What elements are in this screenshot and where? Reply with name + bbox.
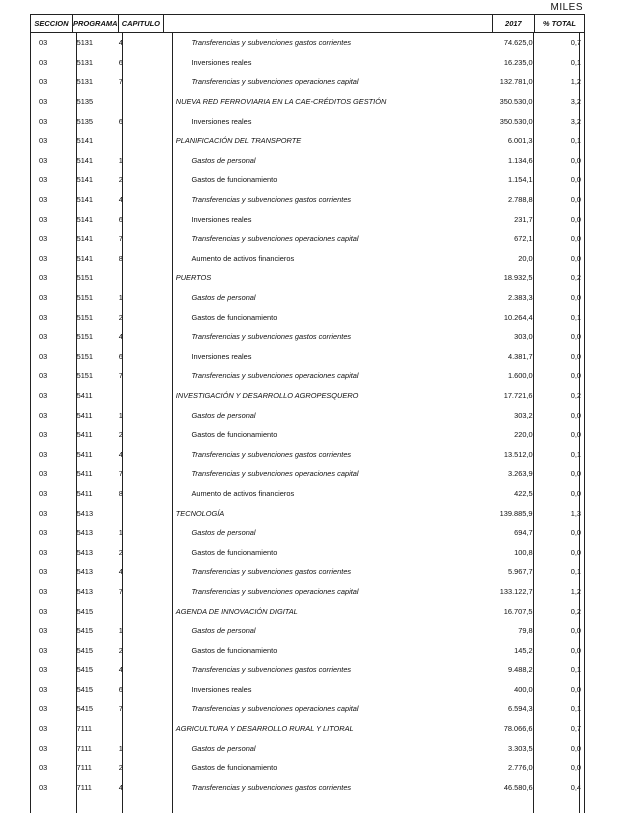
cell-capitulo: 6 (118, 116, 123, 126)
cell-descripcion: Gastos de personal (191, 528, 256, 538)
cell-pct: 0,0 (570, 684, 582, 694)
header-programa: PROGRAMA (73, 15, 119, 32)
table-row (31, 778, 584, 798)
cell-amount: 1.134,6 (507, 155, 533, 165)
cell-descripcion: Transferencias y subvenciones operaciones capital (191, 77, 359, 87)
table-row (31, 699, 584, 719)
cell-pct: 3,2 (570, 97, 582, 107)
cell-programa: 7111 (76, 724, 93, 734)
cell-programa: 5131 (76, 77, 94, 87)
cell-programa: 5415 (76, 665, 94, 675)
cell-pct: 0,0 (570, 293, 582, 303)
cell-seccion: 03 (39, 782, 48, 792)
cell-amount: 100,8 (514, 547, 533, 557)
cell-amount: 13.512,0 (503, 449, 533, 459)
cell-pct: 0,0 (570, 371, 582, 381)
cell-descripcion: AGENDA DE INNOVACIÓN DIGITAL (175, 606, 298, 616)
cell-seccion: 03 (39, 136, 48, 146)
header-capitulo: CAPITULO (119, 15, 165, 32)
table-row (31, 111, 584, 131)
cell-pct: 0,0 (570, 155, 582, 165)
cell-pct: 0,1 (570, 136, 582, 146)
cell-descripcion: Gastos de personal (191, 626, 256, 636)
cell-programa: 5151 (76, 273, 94, 283)
cell-amount: 303,0 (514, 332, 533, 342)
column-divider (533, 33, 534, 813)
cell-amount: 10.264,4 (503, 312, 533, 322)
table-row (31, 249, 584, 269)
cell-programa: 5151 (76, 332, 94, 342)
header-year: 2017 (493, 15, 535, 32)
table-row (31, 660, 584, 680)
table-row (31, 444, 584, 464)
cell-capitulo: 4 (118, 195, 123, 205)
cell-seccion: 03 (39, 214, 48, 224)
cell-programa: 5141 (76, 214, 94, 224)
table-row (31, 405, 584, 425)
cell-seccion: 03 (39, 763, 48, 773)
cell-capitulo: 4 (118, 665, 123, 675)
cell-seccion: 03 (39, 449, 48, 459)
cell-programa: 5131 (76, 57, 94, 67)
table-row (31, 190, 584, 210)
table-row (31, 484, 584, 504)
cell-pct: 0,0 (570, 351, 582, 361)
cell-descripcion: Transferencias y subvenciones operaciones capital (191, 586, 359, 596)
cell-descripcion: Aumento de activos financieros (191, 488, 295, 498)
cell-descripcion: Transferencias y subvenciones gastos corrientes (191, 38, 352, 48)
cell-programa: 5415 (76, 645, 94, 655)
table-row (31, 347, 584, 367)
cell-descripcion: Gastos de funcionamiento (191, 547, 278, 557)
cell-descripcion: Transferencias y subvenciones gastos corrientes (191, 449, 352, 459)
cell-programa: 5413 (76, 528, 94, 538)
cell-capitulo: 7 (118, 586, 123, 596)
cell-descripcion: Gastos de personal (191, 743, 256, 753)
cell-descripcion: Inversiones reales (191, 116, 252, 126)
cell-pct: 0,0 (570, 488, 582, 498)
cell-amount: 2.383,3 (507, 293, 533, 303)
cell-seccion: 03 (39, 626, 48, 636)
cell-pct: 1,3 (570, 508, 582, 518)
table-body (30, 33, 585, 813)
cell-pct: 0,0 (570, 528, 582, 538)
cell-pct: 0,0 (570, 175, 582, 185)
table-row (31, 503, 584, 523)
cell-descripcion: Transferencias y subvenciones gastos corrientes (191, 195, 352, 205)
cell-amount: 3.263,9 (507, 469, 533, 479)
cell-pct: 0,1 (570, 704, 582, 714)
cell-amount: 350.530,0 (499, 116, 533, 126)
table-row (31, 562, 584, 582)
cell-pct: 0,0 (570, 547, 582, 557)
table-row (31, 170, 584, 190)
cell-programa: 5415 (76, 684, 94, 694)
cell-capitulo: 1 (118, 155, 123, 165)
cell-amount: 132.781,0 (499, 77, 533, 87)
cell-pct: 0,0 (570, 743, 582, 753)
table-row (31, 53, 584, 73)
cell-capitulo: 6 (118, 57, 123, 67)
cell-pct: 0,0 (570, 469, 582, 479)
cell-capitulo: 2 (118, 175, 123, 185)
cell-amount: 79,8 (518, 626, 533, 636)
cell-amount: 6.594,3 (507, 704, 533, 714)
cell-descripcion: Transferencias y subvenciones gastos corrientes (191, 332, 352, 342)
cell-descripcion: Transferencias y subvenciones operaciones capital (191, 469, 359, 479)
cell-capitulo: 7 (118, 234, 123, 244)
table-row (31, 92, 584, 112)
cell-seccion: 03 (39, 234, 48, 244)
cell-seccion: 03 (39, 469, 48, 479)
cell-programa: 5151 (76, 293, 94, 303)
cell-amount: 422,5 (514, 488, 533, 498)
cell-seccion: 03 (39, 312, 48, 322)
cell-seccion: 03 (39, 155, 48, 165)
table-row (31, 72, 584, 92)
table-header (30, 14, 585, 33)
budget-table (30, 14, 585, 813)
cell-programa: 7111 (76, 763, 92, 773)
cell-amount: 16.707,5 (503, 606, 533, 616)
cell-amount: 4.381,7 (507, 351, 533, 361)
cell-pct: 0,0 (570, 430, 582, 440)
cell-programa: 5131 (76, 38, 94, 48)
cell-capitulo: 1 (118, 293, 123, 303)
cell-descripcion: Gastos de funcionamiento (191, 175, 278, 185)
cell-descripcion: Transferencias y subvenciones operaciones capital (191, 234, 359, 244)
cell-pct: 1,2 (570, 586, 582, 596)
cell-pct: 0,0 (570, 234, 582, 244)
cell-amount: 3.303,5 (507, 743, 533, 753)
cell-seccion: 03 (39, 586, 48, 596)
cell-seccion: 03 (39, 332, 48, 342)
cell-programa: 5413 (76, 547, 94, 557)
cell-pct: 0,0 (570, 645, 582, 655)
table-row (31, 229, 584, 249)
cell-seccion: 03 (39, 57, 48, 67)
cell-seccion: 03 (39, 488, 48, 498)
cell-descripcion: AGRICULTURA Y DESARROLLO RURAL Y LITORAL (175, 724, 354, 734)
cell-seccion: 03 (39, 684, 48, 694)
cell-programa: 5415 (76, 626, 94, 636)
cell-pct: 0,4 (570, 782, 582, 792)
cell-descripcion: Aumento de activos financieros (191, 253, 295, 263)
cell-descripcion: PLANIFICACIÓN DEL TRANSPORTE (175, 136, 302, 146)
cell-pct: 0,0 (570, 332, 582, 342)
cell-descripcion: Transferencias y subvenciones operaciones capital (191, 704, 359, 714)
cell-descripcion: Transferencias y subvenciones operaciones capital (191, 371, 359, 381)
table-row (31, 268, 584, 288)
cell-seccion: 03 (39, 77, 48, 87)
cell-pct: 0,0 (570, 195, 582, 205)
cell-descripcion: Gastos de personal (191, 410, 256, 420)
cell-seccion: 03 (39, 410, 48, 420)
header-descripcion (164, 15, 493, 32)
column-divider (579, 33, 580, 813)
cell-capitulo: 2 (118, 547, 123, 557)
cell-pct: 0,1 (570, 665, 582, 675)
cell-capitulo: 4 (118, 567, 123, 577)
cell-capitulo: 1 (118, 626, 123, 636)
cell-amount: 2.788,8 (507, 195, 533, 205)
cell-descripcion: Gastos de personal (191, 293, 256, 303)
cell-amount: 5.967,7 (507, 567, 533, 577)
cell-programa: 5141 (76, 136, 94, 146)
table-row (31, 621, 584, 641)
cell-pct: 0,1 (570, 567, 582, 577)
cell-programa: 5411 (76, 410, 93, 420)
cell-descripcion: Gastos de funcionamiento (191, 312, 278, 322)
column-divider (76, 33, 77, 813)
cell-pct: 0,0 (570, 410, 582, 420)
cell-programa: 7111 (76, 743, 92, 753)
cell-seccion: 03 (39, 390, 48, 400)
column-divider (122, 33, 123, 813)
cell-programa: 5413 (76, 586, 94, 596)
table-row (31, 582, 584, 602)
cell-capitulo: 1 (118, 743, 123, 753)
cell-programa: 5135 (76, 97, 94, 107)
cell-descripcion: Inversiones reales (191, 684, 252, 694)
cell-amount: 139.885,9 (499, 508, 533, 518)
table-row (31, 464, 584, 484)
table-row (31, 131, 584, 151)
cell-amount: 1.154,1 (507, 175, 533, 185)
cell-programa: 5411 (76, 430, 93, 440)
cell-amount: 16.235,0 (503, 57, 533, 67)
cell-descripcion: NUEVA RED FERROVIARIA EN LA CAE-CRÉDITOS GESTIÓN (175, 97, 387, 107)
cell-capitulo: 2 (118, 645, 123, 655)
cell-seccion: 03 (39, 567, 48, 577)
cell-seccion: 03 (39, 371, 48, 381)
table-row (31, 640, 584, 660)
cell-pct: 0,1 (570, 449, 582, 459)
table-row (31, 33, 584, 53)
cell-descripcion: Gastos de personal (191, 155, 256, 165)
cell-amount: 350.530,0 (499, 97, 533, 107)
cell-capitulo: 4 (118, 449, 123, 459)
table-row (31, 542, 584, 562)
cell-amount: 18.932,5 (503, 273, 533, 283)
cell-pct: 0,1 (570, 312, 582, 322)
table-row (31, 366, 584, 386)
cell-seccion: 03 (39, 97, 48, 107)
cell-pct: 0,2 (570, 390, 582, 400)
cell-capitulo: 1 (118, 528, 123, 538)
table-row (31, 386, 584, 406)
cell-seccion: 03 (39, 351, 48, 361)
table-row (31, 758, 584, 778)
cell-capitulo: 6 (118, 684, 123, 694)
cell-pct: 0,0 (570, 214, 582, 224)
cell-descripcion: Transferencias y subvenciones gastos corrientes (191, 665, 352, 675)
cell-programa: 5135 (76, 116, 94, 126)
cell-capitulo: 4 (118, 782, 123, 792)
cell-programa: 7111 (76, 782, 92, 792)
cell-programa: 5141 (76, 195, 94, 205)
cell-amount: 133.122,7 (499, 586, 533, 596)
cell-amount: 400,0 (514, 684, 533, 694)
cell-seccion: 03 (39, 508, 48, 518)
header-seccion: SECCION (31, 15, 73, 32)
cell-capitulo: 7 (118, 469, 123, 479)
cell-seccion: 03 (39, 704, 48, 714)
cell-pct: 0,2 (570, 273, 582, 283)
cell-amount: 231,7 (514, 214, 533, 224)
cell-capitulo: 7 (118, 371, 123, 381)
table-row (31, 738, 584, 758)
cell-programa: 5141 (76, 234, 94, 244)
table-row (31, 151, 584, 171)
cell-descripcion: INVESTIGACIÓN Y DESARROLLO AGROPESQUERO (175, 390, 359, 400)
table-row (31, 719, 584, 739)
cell-programa: 5411 (76, 488, 93, 498)
cell-amount: 20,0 (518, 253, 533, 263)
cell-capitulo: 7 (118, 77, 123, 87)
cell-descripcion: Inversiones reales (191, 351, 252, 361)
cell-seccion: 03 (39, 724, 48, 734)
cell-capitulo: 2 (118, 763, 123, 773)
cell-capitulo: 2 (118, 430, 123, 440)
cell-capitulo: 7 (118, 704, 123, 714)
cell-seccion: 03 (39, 38, 48, 48)
cell-seccion: 03 (39, 253, 48, 263)
cell-capitulo: 4 (118, 38, 123, 48)
cell-seccion: 03 (39, 273, 48, 283)
cell-seccion: 03 (39, 528, 48, 538)
cell-programa: 5415 (76, 606, 94, 616)
cell-descripcion: TECNOLOGÍA (175, 508, 225, 518)
cell-seccion: 03 (39, 293, 48, 303)
cell-capitulo: 8 (118, 253, 123, 263)
header-total: % TOTAL (542, 19, 576, 28)
cell-programa: 5411 (76, 449, 93, 459)
cell-pct: 0,0 (570, 763, 582, 773)
cell-descripcion: Transferencias y subvenciones gastos corrientes (191, 567, 352, 577)
table-row (31, 209, 584, 229)
cell-programa: 5413 (76, 508, 94, 518)
cell-amount: 220,0 (514, 430, 533, 440)
cell-descripcion: Inversiones reales (191, 57, 252, 67)
cell-pct: 0,7 (570, 724, 582, 734)
cell-seccion: 03 (39, 606, 48, 616)
cell-descripcion: PUERTOS (175, 273, 212, 283)
cell-amount: 78.066,6 (503, 724, 533, 734)
cell-capitulo: 6 (118, 214, 123, 224)
cell-amount: 46.580,6 (503, 782, 533, 792)
cell-capitulo: 6 (118, 351, 123, 361)
cell-seccion: 03 (39, 645, 48, 655)
cell-descripcion: Gastos de funcionamiento (191, 645, 278, 655)
cell-pct: 0,1 (570, 57, 582, 67)
cell-descripcion: Transferencias y subvenciones gastos corrientes (191, 782, 352, 792)
cell-amount: 2.776,0 (507, 763, 533, 773)
cell-programa: 5141 (76, 155, 94, 165)
cell-programa: 5151 (76, 312, 94, 322)
cell-pct: 0,2 (570, 606, 582, 616)
cell-amount: 17.721,6 (503, 390, 533, 400)
cell-programa: 5415 (76, 704, 94, 714)
cell-capitulo: 1 (118, 410, 123, 420)
cell-pct: 1,2 (570, 77, 582, 87)
cell-pct: 3,2 (570, 116, 582, 126)
cell-programa: 5151 (76, 371, 94, 381)
table-row (31, 680, 584, 700)
cell-seccion: 03 (39, 430, 48, 440)
cell-amount: 145,2 (514, 645, 533, 655)
cell-amount: 6.001,3 (507, 136, 533, 146)
cell-amount: 303,2 (514, 410, 533, 420)
cell-programa: 5151 (76, 351, 94, 361)
cell-descripcion: Gastos de funcionamiento (191, 763, 278, 773)
column-divider (172, 33, 173, 813)
cell-seccion: 03 (39, 195, 48, 205)
cell-seccion: 03 (39, 547, 48, 557)
cell-amount: 9.488,2 (507, 665, 533, 675)
unit-label: MILES (550, 2, 583, 13)
cell-programa: 5413 (76, 567, 94, 577)
table-row (31, 288, 584, 308)
cell-programa: 5411 (76, 469, 93, 479)
cell-pct: 0,0 (570, 626, 582, 636)
cell-seccion: 03 (39, 665, 48, 675)
cell-pct: 0,7 (570, 38, 582, 48)
cell-programa: 5141 (76, 253, 94, 263)
table-row (31, 327, 584, 347)
table-row (31, 307, 584, 327)
cell-amount: 74.625,0 (503, 38, 533, 48)
cell-capitulo: 8 (118, 488, 123, 498)
cell-seccion: 03 (39, 116, 48, 126)
cell-amount: 672,1 (514, 234, 533, 244)
cell-amount: 1.600,0 (507, 371, 533, 381)
cell-seccion: 03 (39, 743, 48, 753)
table-row (31, 601, 584, 621)
cell-programa: 5411 (76, 390, 93, 400)
cell-descripcion: Gastos de funcionamiento (191, 430, 278, 440)
cell-capitulo: 4 (118, 332, 123, 342)
cell-seccion: 03 (39, 175, 48, 185)
table-row (31, 425, 584, 445)
cell-pct: 0,0 (570, 253, 582, 263)
cell-amount: 694,7 (514, 528, 533, 538)
cell-capitulo: 2 (118, 312, 123, 322)
table-row (31, 523, 584, 543)
cell-programa: 5141 (76, 175, 94, 185)
cell-descripcion: Inversiones reales (191, 214, 252, 224)
